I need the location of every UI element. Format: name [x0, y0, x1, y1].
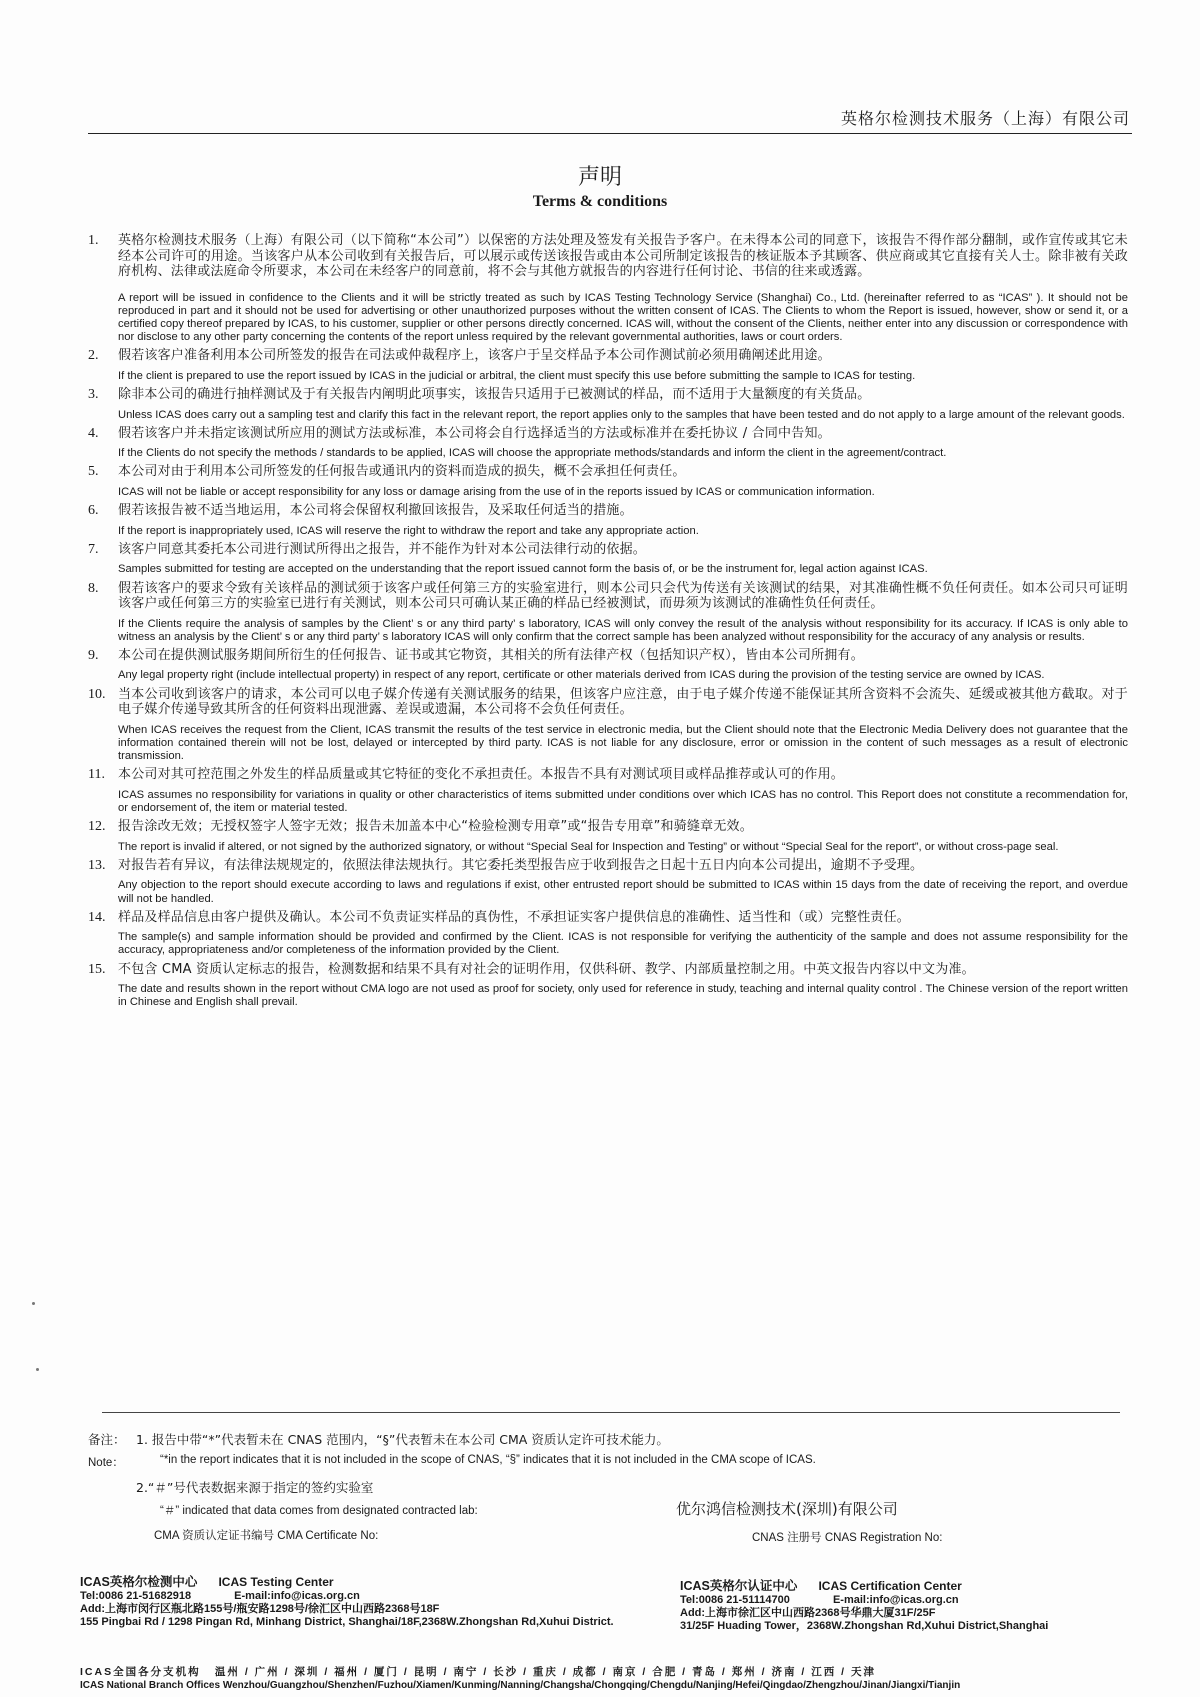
clause-number: 12. — [88, 819, 106, 835]
document-title-zh: 声明 — [577, 165, 622, 190]
note-label-en: Note： — [88, 1457, 124, 1469]
clause-text-en: When ICAS receives the request from the Client, ICAS transmit the results of the test service in electronic media, but the Client should note that the Electronic Media Delivery does not guarantee that the information contained therein will not be lost, delayed or intercepted by third party. ICAS is not liable for any disclosure, error or omission in the content of such messages as a result of electronic transmission. — [118, 723, 1128, 763]
clause-9 — [88, 648, 1128, 683]
clause-number: 5. — [88, 464, 99, 480]
clause-text-en: If the report is inappropriately used, ICAS will reserve the right to withdraw the report and take any appropriate action. — [118, 524, 699, 537]
scan-speck — [36, 1368, 39, 1371]
contracted-lab-name: 优尔鸿信检测技术(深圳)有限公司 — [676, 1500, 898, 1518]
clause-number: 10. — [88, 686, 106, 702]
clause-number: 2. — [88, 348, 99, 364]
clause-text-zh: 本公司对其可控范围之外发生的样品质量或其它特征的变化不承担责任。本报告不具有对测试项目或样品推荐或认可的作用。 — [118, 767, 845, 783]
header-rule — [88, 133, 1132, 134]
branch-offices-zh — [80, 1664, 876, 1679]
certification-center-address-zh: Add:上海市徐汇区中山西路2368号华鼎大厦31F/25F — [680, 1607, 936, 1619]
clause-15 — [88, 962, 1128, 1010]
certification-center-title-zh: ICAS英格尔认证中心 — [680, 1579, 798, 1593]
clause-text-en: The report is invalid if altered, or not signed by the authorized signatory, or without “Special Seal for Inspection and Testing” or without “Special Seal for the report”, or without cross-page seal. — [118, 840, 1059, 853]
testing-center-address-zh: Add:上海市闵行区瓶北路155号/瓶安路1298号/徐汇区中山西路2368号18F — [80, 1603, 440, 1615]
certification-center-tel: Tel:0086 21-51114700 — [680, 1594, 790, 1606]
clause-text-en: ICAS will not be liable or accept responsibility for any loss or damage arising from the use of in the reports issued by ICAS or communication information. — [118, 485, 875, 498]
clause-1 — [88, 233, 1128, 344]
clause-number: 7. — [88, 541, 99, 557]
cnas-registration-label: CNAS 注册号 CNAS Registration No: — [752, 1532, 943, 1544]
terms-clauses — [88, 233, 1128, 1014]
branch-offices-label-en: ICAS National Branch Offices — [80, 1680, 221, 1691]
clause-text-zh: 假若该客户准备利用本公司所签发的报告在司法或仲裁程序上，该客户于呈交样品予本公司作测试前必须用确阐述此用途。 — [118, 348, 831, 364]
clause-text-zh: 假若该客户的要求令致有关该样品的测试须于该客户或任何第三方的实验室进行，则本公司只会代为传送有关该测试的结果，对其准确性概不负任何责任。如本公司只可证明该客户或任何第三方的实验室已进行有关测试，则本公司只可确认某正确的样品已经被测试，而毋须为该测试的准确性负任何责任。 — [118, 580, 1128, 612]
clause-number: 11. — [88, 767, 105, 783]
testing-center-address-en: 155 Pingbai Rd / 1298 Pingan Rd, Minhang District, Shanghai/18F,2368W.Zhongshan Rd,Xuhui District. — [80, 1616, 614, 1628]
note-2-zh: 2.“＃”号代表数据来源于指定的签约实验室 — [136, 1480, 374, 1495]
clause-text-zh: 该客户同意其委托本公司进行测试所得出之报告，并不能作为针对本公司法律行动的依据。 — [118, 541, 647, 557]
certification-center-address-en: 31/25F Huading Tower，2368W.Zhongshan Rd,Xuhui District,Shanghai — [680, 1620, 1049, 1632]
clause-number: 8. — [88, 580, 99, 596]
clause-text-en: Any legal property right (include intellectual property) in respect of any report, certificate or other materials derived from ICAS during the provision of the testing service are owned by ICAS. — [118, 669, 1045, 682]
branch-offices-list-zh: 温州 / 广州 / 深圳 / 福州 / 厦门 / 昆明 / 南宁 / 长沙 / 重庆 / 成都 / 南京 / 合肥 / 青岛 / 郑州 / 济南 / 江西 / 天津 — [214, 1666, 876, 1678]
note-2-en: “＃” indicated that data comes from designated contracted lab: — [160, 1505, 478, 1517]
testing-center-email: E-mail:info@icas.org.cn — [234, 1590, 360, 1602]
clause-number: 14. — [88, 909, 106, 925]
clause-text-en: If the Clients do not specify the methods / standards to be applied, ICAS will choose the appropriate methods/standards and inform the client in the agreement/contract. — [118, 447, 947, 460]
clause-text-zh: 当本公司收到该客户的请求，本公司可以电子媒介传递有关测试服务的结果，但该客户应注意，由于电子媒介传递不能保证其所含资料不会流失、延缓或被其他方截取。对于电子媒介传递导致其所含的任何资料出现泄露、差误或遗漏，本公司将不会负任何责任。 — [118, 686, 1128, 718]
clause-text-en: Any objection to the report should execute according to laws and regulations if exist, other entrusted report should be submitted to ICAS within 15 days from the date of receiving the report, and overdue will not be handled. — [118, 879, 1128, 905]
clause-text-en: A report will be issued in confidence to the Clients and it will be strictly treated as such by ICAS Testing Technology Service (Shanghai) Co., Ltd. (hereinafter referred to as “ICAS” ). It should not be reproduced in part and it should not be used for advertising or other unauthorized purposes without the written consent of ICAS. The Clients to whom the Report is issued, however, show or send it, or a certified copy thereof prepared by ICAS, to his customer, supplier or other persons directly concerned. ICAS will, without the consent of the Clients, neither enter into any discussion or correspondence with nor disclose to any other party concerning the contents of the report unless required by the relevant governmental authorities, laws or court orders. — [118, 291, 1128, 344]
document-title-en: Terms & conditions — [532, 193, 668, 210]
testing-center-tel: Tel:0086 21-51682918 — [80, 1590, 192, 1602]
clause-12 — [88, 819, 1128, 854]
clause-text-en: If the client is prepared to use the report issued by ICAS in the judicial or arbitral, the client must specify this use before submitting the sample to ICAS for testing. — [118, 369, 916, 382]
certification-center-title-en: ICAS Certification Center — [818, 1579, 962, 1593]
clause-text-zh: 不包含 CMA 资质认定标志的报告，检测数据和结果不具有对社会的证明作用，仅供科研、教学、内部质量控制之用。中英文报告内容以中文为准。 — [118, 961, 975, 977]
clause-text-en: The date and results shown in the report without CMA logo are not used as proof for society, only used for reference in study, teaching and internal quality control . The Chinese version of the report written in Chinese and English shall prevail. — [118, 983, 1128, 1009]
clause-text-zh: 除非本公司的确进行抽样测试及于有关报告内阐明此项事实，该报告只适用于已被测试的样品，而不适用于大量额度的有关货品。 — [118, 387, 871, 403]
company-header: 英格尔检测技术服务（上海）有限公司 — [840, 109, 1130, 128]
clause-text-zh: 报告涂改无效；无授权签字人签字无效；报告未加盖本中心“检验检测专用章”或“报告专用章”和骑缝章无效。 — [118, 819, 753, 835]
clause-text-en: Samples submitted for testing are accepted on the understanding that the report issued cannot form the basis of, or be the instrument for, legal action against ICAS. — [118, 563, 928, 576]
clause-8 — [88, 581, 1128, 644]
footnote-rule — [102, 1412, 1120, 1413]
clause-text-en: The sample(s) and sample information should be provided and confirmed by the Client. ICAS is not responsible for verifying the authenticity of the sample and does not assume responsibility for the accuracy, appropriateness and/or completeness of the information provided by the Client. — [118, 931, 1128, 957]
cma-certificate-label: CMA 资质认定证书编号 CMA Certificate No: — [154, 1530, 379, 1542]
clause-3 — [88, 387, 1128, 422]
clause-number: 4. — [88, 425, 99, 441]
clause-text-zh: 假若该客户并未指定该测试所应用的测试方法或标准，本公司将会自行选择适当的方法或标准并在委托协议 / 合同中告知。 — [118, 425, 831, 441]
clause-number: 15. — [88, 961, 106, 977]
clause-14 — [88, 910, 1128, 958]
clause-text-zh: 对报告若有异议，有法律法规规定的，依照法律法规执行。其它委托类型报告应于收到报告之日起十五日内向本公司提出，逾期不予受理。 — [118, 857, 924, 873]
scan-speck — [32, 1302, 35, 1305]
clause-number: 9. — [88, 647, 99, 663]
testing-center-block — [80, 1576, 614, 1629]
clause-text-en: If the Clients require the analysis of samples by the Client’ s or any third party’ s laboratory, ICAS will only convey the result of the analysis without responsibility for its accuracy. If ICAS is only able to witness an analysis by the Client’ s or any third party’ s laboratory ICAS will only confirm that the correct sample has been analyzed without responsibility for the accuracy of any analysis or results. — [118, 617, 1128, 643]
clause-text-zh: 本公司在提供测试服务期间所衍生的任何报告、证书或其它物资，其相关的所有法律产权（包括知识产权），皆由本公司所拥有。 — [118, 647, 864, 663]
note-1-en: “*in the report indicates that it is not included in the scope of CNAS, “§” indicates that it is not included in the CMA scope of ICAS. — [160, 1454, 816, 1466]
clause-7 — [88, 542, 1128, 577]
clause-2 — [88, 348, 1128, 383]
branch-offices-label-zh: ICAS全国各分支机构 — [80, 1666, 201, 1678]
clause-text-zh: 假若该报告被不适当地运用，本公司将会保留权利撤回该报告，及采取任何适当的措施。 — [118, 503, 633, 519]
clause-text-zh: 本公司对由于利用本公司所签发的任何报告或通讯内的资料而造成的损失，概不会承担任何责任。 — [118, 464, 686, 480]
certification-center-block — [680, 1580, 1048, 1633]
clause-text-en: ICAS assumes no responsibility for variations in quality or other characteristics of items submitted under conditions over which ICAS has no control. This Report does not constitute a recommendation for, or endorsement of, the item or material tested. — [118, 788, 1128, 814]
note-1-zh: 1. 报告中带“*”代表暂未在 CNAS 范围内，“§”代表暂未在本公司 CMA 资质认定许可技术能力。 — [136, 1432, 669, 1447]
clause-number: 6. — [88, 503, 99, 519]
note-label-zh: 备注： — [88, 1432, 126, 1447]
branch-offices-en — [80, 1680, 960, 1691]
branch-offices-list-en: Wenzhou/Guangzhou/Shenzhen/Fuzhou/Xiamen/Kunming/Nanning/Changsha/Chongqing/Chengdu/Nanjing/Hefei/Qingdao/Zhengzhou/Jinan/Jiangxi/Tianjin — [222, 1680, 961, 1691]
certification-center-email: E-mail:info@icas.org.cn — [832, 1594, 959, 1606]
clause-text-en: Unless ICAS does carry out a sampling test and clarify this fact in the relevant report, the report applies only to the samples that have been tested and do not apply to a large amount of the relevant goods. — [118, 408, 1125, 421]
clause-4 — [88, 426, 1128, 461]
clause-13 — [88, 858, 1128, 906]
clause-number: 3. — [88, 387, 99, 403]
clause-6 — [88, 503, 1128, 538]
clause-10 — [88, 687, 1128, 764]
clause-11 — [88, 767, 1128, 815]
testing-center-title-zh: ICAS英格尔检测中心 — [80, 1575, 198, 1589]
clause-number: 13. — [88, 857, 106, 873]
clause-text-zh: 英格尔检测技术服务（上海）有限公司（以下简称“本公司”）以保密的方法处理及签发有关报告予客户。在未得本公司的同意下，该报告不得作部分翻制，或作宣传或其它未经本公司许可的用途。当该客户从本公司收到有关报告后，可以展示或传送该报告或由本公司所制定该报告的核证版本予其顾客、供应商或其它直接有关人士。除非被有关政府机构、法律或法庭命令所要求，本公司在未经客户的同意前，将不会与其他方就报告的内容进行任何讨论、书信的往来或透露。 — [118, 233, 1128, 279]
clause-text-zh: 样品及样品信息由客户提供及确认。本公司不负责证实样品的真伪性，不承担证实客户提供信息的准确性、适当性和（或）完整性责任。 — [118, 909, 911, 925]
clause-5 — [88, 464, 1128, 499]
clause-number: 1. — [88, 233, 99, 248]
testing-center-title-en: ICAS Testing Center — [218, 1575, 334, 1589]
